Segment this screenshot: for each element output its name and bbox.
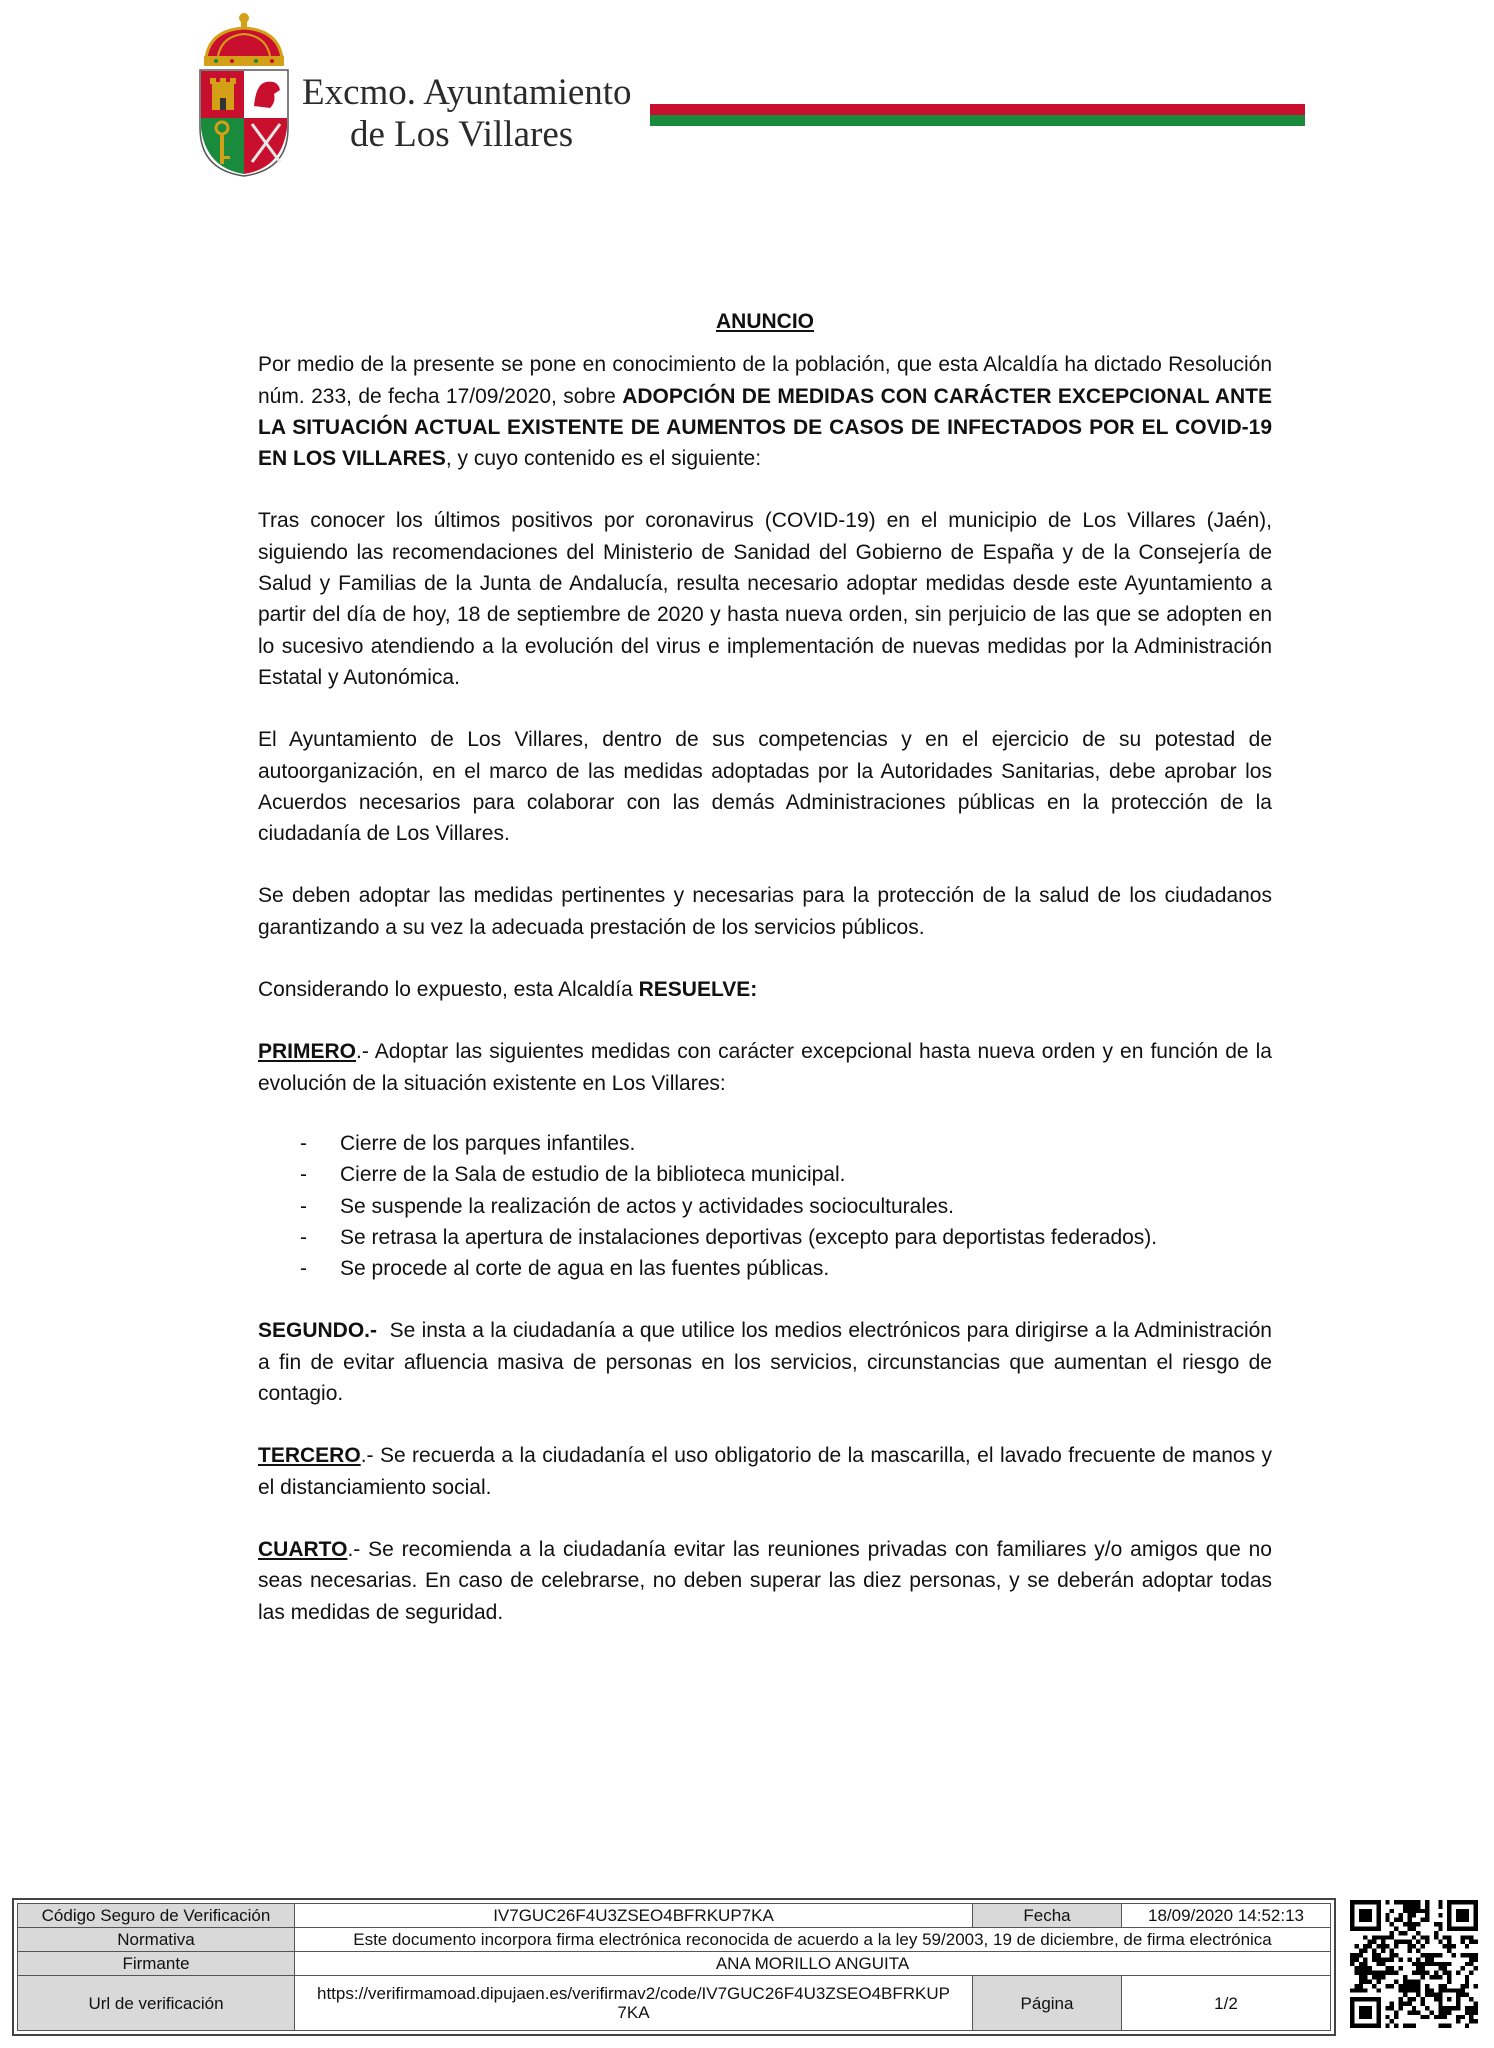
fecha-label: Fecha [973,1904,1122,1928]
list-dash: - [300,1257,307,1281]
csv-label: Código Seguro de Verificación [18,1904,295,1928]
primero-text: .- Adoptar las siguientes medidas con carácter excepcional hasta nueva orden y en función de la evolución de la situación existente en Los Villares: [258,1040,1272,1095]
primero-label: PRIMERO [258,1040,357,1064]
qr-code-icon [1350,1900,1478,2028]
announcement-body [258,306,1278,1659]
org-name-line1: Excmo. Ayuntamiento [302,72,632,113]
cuarto-text: .- Se recomienda a la ciudadanía evitar las reuniones privadas con familiares y/o amigos que no seas necesarias. En caso de celebrarse, no deben superar las diez personas, y se deberán adoptar todas las medidas de seguridad. [258,1537,1272,1624]
list-item [258,1222,1272,1253]
list-item [258,1253,1272,1284]
tercero-label: TERCERO [258,1444,361,1468]
intro-bold-subject: ADOPCIÓN DE MEDIDAS CON CARÁCTER EXCEPCIONAL ANTE LA SITUACIÓN ACTUAL EXISTENTE DE AUMENTOS DE CASOS DE INFECTADOS POR EL COVID-19 EN LOS VILLARES [258,384,1272,471]
verification-table [17,1903,1331,2031]
measures-list [258,1128,1272,1284]
list-dash: - [300,1194,307,1218]
firmante-label: Firmante [18,1952,295,1976]
pagina-value: 1/2 [1122,1976,1331,2031]
table-row [18,1976,1331,2031]
intro-text-1: Por medio de la presente se pone en conocimiento de la población, que esta Alcaldía ha dictado Resolución núm. 233, de fecha 17/09/2020, sobre [258,353,1272,408]
segundo-text: Se insta a la ciudadanía a que utilice los medios electrónicos para dirigirse a la Administración a fin de evitar afluencia masiva de personas en los servicios, circunstancias que aumentan el riesgo de contagio. [258,1319,1278,1406]
url-line1[interactable]: https://verifirmamoad.dipujaen.es/verifirmav2/code/IV7GUC26F4U3ZSEO4BFRKUP [316,1984,951,2003]
table-row [18,1952,1331,1976]
resolves-bold: RESUELVE: [638,978,758,1002]
normativa-label: Normativa [18,1928,295,1952]
measure-text: Cierre de los parques infantiles. [340,1131,636,1155]
csv-value: IV7GUC26F4U3ZSEO4BFRKUP7KA [295,1904,973,1928]
tercero-text: .- Se recuerda a la ciudadanía el uso obligatorio de la mascarilla, el lavado frecuente de manos y el distanciamiento social. [258,1444,1272,1499]
measure-text: Cierre de la Sala de estudio de la biblioteca municipal. [340,1163,846,1187]
url-value[interactable] [295,1976,973,2031]
intro-text-2: , y cuyo contenido es el siguiente: [445,447,762,471]
measure-text: Se suspende la realización de actos y actividades socioculturales. [340,1194,955,1218]
measure-text: Se retrasa la apertura de instalaciones deportivas (excepto para deportistas federados). [340,1225,1158,1249]
organization-name [302,72,632,156]
list-dash: - [300,1225,307,1249]
verification-box [12,1898,1336,2036]
header-flag-stripe [650,104,1305,126]
pagina-label: Página [973,1976,1122,2031]
org-name-line2: de Los Villares [350,114,574,155]
list-item [258,1159,1272,1190]
stripe-green [650,115,1305,126]
stripe-red [650,104,1305,115]
paragraph-measures-need: Se deben adoptar las medidas pertinentes y necesarias para la protección de la salud de los ciudadanos garantizando a su vez la adecuada prestación de los servicios públicos. [258,884,1272,939]
measure-text: Se procede al corte de agua en las fuentes públicas. [340,1257,830,1281]
normativa-value: Este documento incorpora firma electrónica reconocida de acuerdo a la ley 59/2003, 19 de diciembre, de firma electrónica [295,1928,1331,1952]
list-item [258,1128,1272,1159]
paragraph-resolves [258,974,1272,1005]
paragraph-tercero [258,1440,1272,1503]
list-dash: - [300,1163,307,1187]
paragraph-cuarto [258,1534,1272,1628]
url-label: Url de verificación [18,1976,295,2031]
list-dash: - [300,1131,307,1155]
fecha-value: 18/09/2020 14:52:13 [1122,1904,1331,1928]
paragraph-segundo [258,1315,1278,1409]
url-line2[interactable]: 7KA [617,2003,650,2022]
coat-of-arms-icon [196,10,292,180]
paragraph-context: Tras conocer los últimos positivos por coronavirus (COVID-19) en el municipio de Los Villares (Jaén), siguiendo las recomendaciones del Ministerio de Sanidad del Gobierno de España y de la Consejería de Salud y Familias de la Junta de Andalucía, resulta necesario adoptar medidas desde este Ayuntamiento a partir del día de hoy, 18 de septiembre de 2020 y hasta nueva orden, sin perjuicio de las que se adopten en lo sucesivo atendiendo a la evolución del virus e implementación de nuevas medidas por la Administración Estatal y Autonómica. [258,509,1272,689]
paragraph-primero [258,1036,1272,1099]
firmante-value: ANA MORILLO ANGUITA [295,1952,1331,1976]
document-title: ANUNCIO [716,310,814,333]
table-row [18,1904,1331,1928]
segundo-label: SEGUNDO.- [258,1319,378,1343]
resolves-text: Considerando lo expuesto, esta Alcaldía [258,978,639,1002]
paragraph-intro [258,349,1272,474]
cuarto-label: CUARTO [258,1537,348,1561]
paragraph-competencies: El Ayuntamiento de Los Villares, dentro de sus competencias y en el ejercicio de su potestad de autoorganización, en el marco de las medidas adoptadas por la Autoridades Sanitarias, debe aprobar los Acuerdos necesarios para colaborar con las demás Administraciones públicas en la protección de la ciudadanía de Los Villares. [258,728,1272,846]
list-item [258,1191,1272,1222]
table-row [18,1928,1331,1952]
